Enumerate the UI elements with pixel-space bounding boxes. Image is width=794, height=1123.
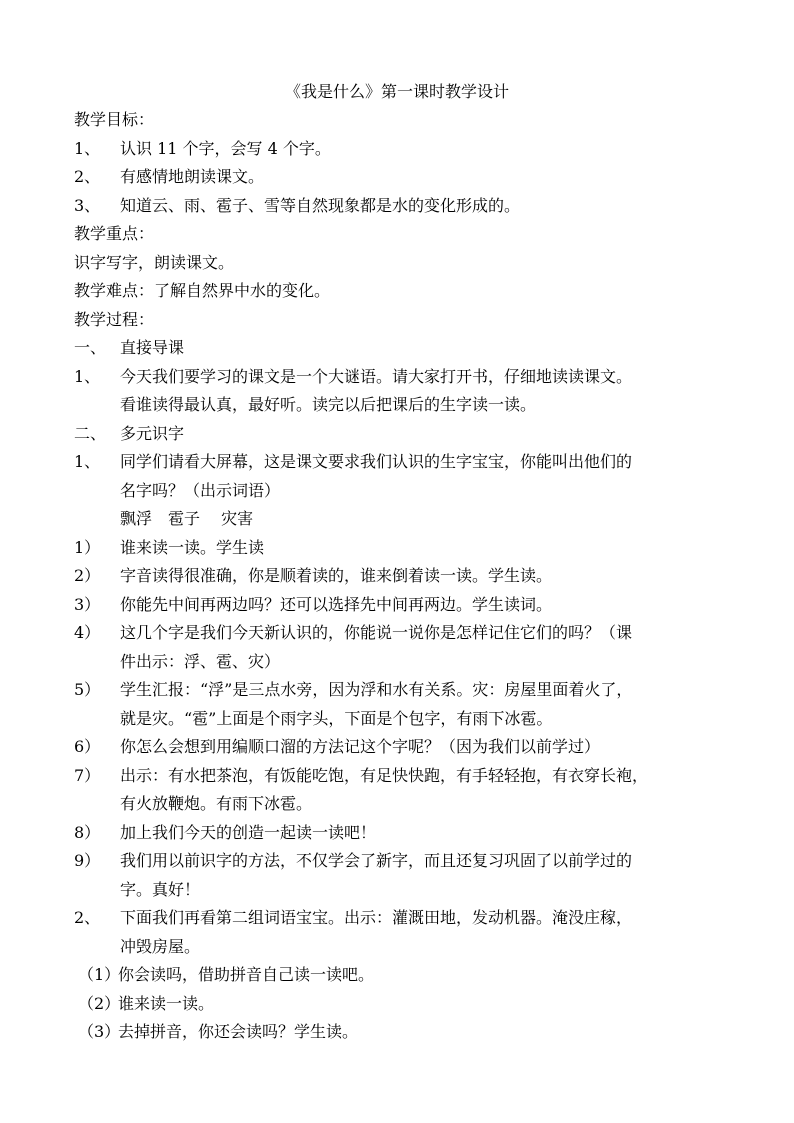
- line-number: 2、: [74, 908, 101, 927]
- line-text: 这几个字是我们今天新认识的，你能说一说你是怎样记住它们的吗？（课: [120, 623, 633, 642]
- line-number: （1）: [78, 965, 121, 984]
- text-line: [74, 961, 734, 990]
- line-text: 有感情地朗读课文。: [120, 167, 265, 186]
- line-number: 6）: [74, 737, 101, 756]
- text-line: [74, 220, 734, 249]
- text-line: [74, 619, 734, 648]
- line-number: 一、: [74, 338, 107, 357]
- line-text: 冲毁房屋。: [120, 936, 201, 956]
- text-line: [74, 135, 734, 164]
- line-number: 4）: [74, 623, 101, 642]
- line-text: 今天我们要学习的课文是一个大谜语。请大家打开书，仔细地读读课文。: [120, 366, 633, 386]
- line-text: 直接导课: [120, 338, 185, 357]
- line-text: 识字写字，朗读课文。: [74, 252, 235, 272]
- line-text: 教学过程：: [74, 309, 155, 329]
- text-line: [74, 591, 734, 620]
- line-number: 9）: [74, 851, 101, 870]
- text-line: [74, 562, 734, 591]
- text-line: [74, 733, 734, 762]
- text-line: [74, 904, 734, 933]
- line-text: 加上我们今天的创造一起读一读吧！: [120, 822, 377, 842]
- line-text: 就是灾。“雹”上面是个雨字头，下面是个包字，有雨下冰雹。: [120, 708, 553, 728]
- text-line: [74, 391, 734, 420]
- text-line: [74, 192, 734, 221]
- line-text: 教学难点：了解自然界中水的变化。: [74, 281, 331, 300]
- line-number: 1、: [74, 138, 101, 158]
- text-line: [74, 876, 734, 905]
- text-line: [74, 448, 734, 477]
- line-number: 3）: [74, 594, 101, 614]
- line-text: 件出示：浮、雹、灾）: [120, 651, 281, 671]
- line-text: 字。真好！: [120, 879, 201, 899]
- text-line: [74, 249, 734, 278]
- line-number: 8）: [74, 822, 101, 842]
- text-line: [74, 505, 734, 534]
- document-body: [74, 106, 734, 1047]
- text-line: [74, 277, 734, 306]
- line-text: 教学重点：: [74, 224, 155, 243]
- line-text: 你能先中间再两边吗？还可以选择先中间再两边。学生读词。: [120, 594, 553, 614]
- text-line: [74, 790, 734, 819]
- text-line: [74, 933, 734, 962]
- line-number: 2、: [74, 167, 101, 186]
- line-number: 5）: [74, 680, 101, 699]
- text-line: [74, 648, 734, 677]
- line-number: 1、: [74, 366, 101, 386]
- line-text: 我们用以前识字的方法，不仅学会了新字，而且还复习巩固了以前学过的: [120, 851, 633, 870]
- text-line: [74, 334, 734, 363]
- text-line: [74, 819, 734, 848]
- text-line: [74, 477, 734, 506]
- line-text: 多元识字: [120, 423, 185, 443]
- text-line: [74, 420, 734, 449]
- line-number: 3、: [74, 195, 101, 215]
- text-line: [74, 762, 734, 791]
- line-text: 去掉拼音，你还会读吗？学生读。: [118, 1022, 359, 1041]
- document-title: 《我是什么》第一课时教学设计: [284, 82, 509, 101]
- line-text: 出示：有水把茶泡，有饭能吃饱，有足快快跑，有手轻轻抱，有衣穿长袍，: [120, 765, 649, 785]
- line-text: 认识 11 个字，会写 4 个字。: [120, 138, 331, 158]
- line-text: 教学目标：: [74, 110, 155, 129]
- line-number: （3）: [78, 1022, 121, 1041]
- text-line: [74, 1018, 734, 1047]
- line-text: 看谁读得最认真，最好听。读完以后把课后的生字读一读。: [120, 395, 537, 414]
- line-text: 你会读吗，借助拼音自己读一读吧。: [118, 965, 375, 984]
- text-line: [74, 306, 734, 335]
- line-text: 字音读得很准确，你是顺着读的，谁来倒着读一读。学生读。: [120, 566, 553, 585]
- text-line: [74, 990, 734, 1019]
- text-line: [74, 163, 734, 192]
- line-number: 2）: [74, 566, 101, 585]
- line-text: 飘浮 雹子 灾害: [120, 509, 254, 528]
- line-text: 下面我们再看第二组词语宝宝。出示：灌溉田地，发动机器。淹没庄稼，: [120, 908, 633, 927]
- line-text: 知道云、雨、雹子、雪等自然现象都是水的变化形成的。: [120, 195, 521, 215]
- line-number: 7）: [74, 765, 101, 785]
- line-text: 谁来读一读。: [118, 993, 215, 1013]
- text-line: [74, 363, 734, 392]
- text-line: [74, 705, 734, 734]
- line-text: 同学们请看大屏幕，这是课文要求我们认识的生字宝宝，你能叫出他们的: [120, 452, 633, 471]
- line-text: 谁来读一读。学生读: [120, 537, 265, 557]
- line-number: 1、: [74, 452, 101, 471]
- text-line: [74, 676, 734, 705]
- text-line: [74, 847, 734, 876]
- line-number: 1）: [74, 537, 101, 557]
- text-line: [74, 534, 734, 563]
- line-number: 二、: [74, 423, 107, 443]
- line-text: 你怎么会想到用编顺口溜的方法记这个字呢？（因为我们以前学过）: [120, 737, 601, 756]
- line-text: 学生汇报：“浮”是三点水旁，因为浮和水有关系。灾：房屋里面着火了，: [120, 680, 633, 699]
- line-text: 有火放鞭炮。有雨下冰雹。: [120, 794, 313, 813]
- line-text: 名字吗？（出示词语）: [120, 480, 281, 500]
- line-number: （2）: [78, 993, 121, 1013]
- text-line: [74, 106, 734, 135]
